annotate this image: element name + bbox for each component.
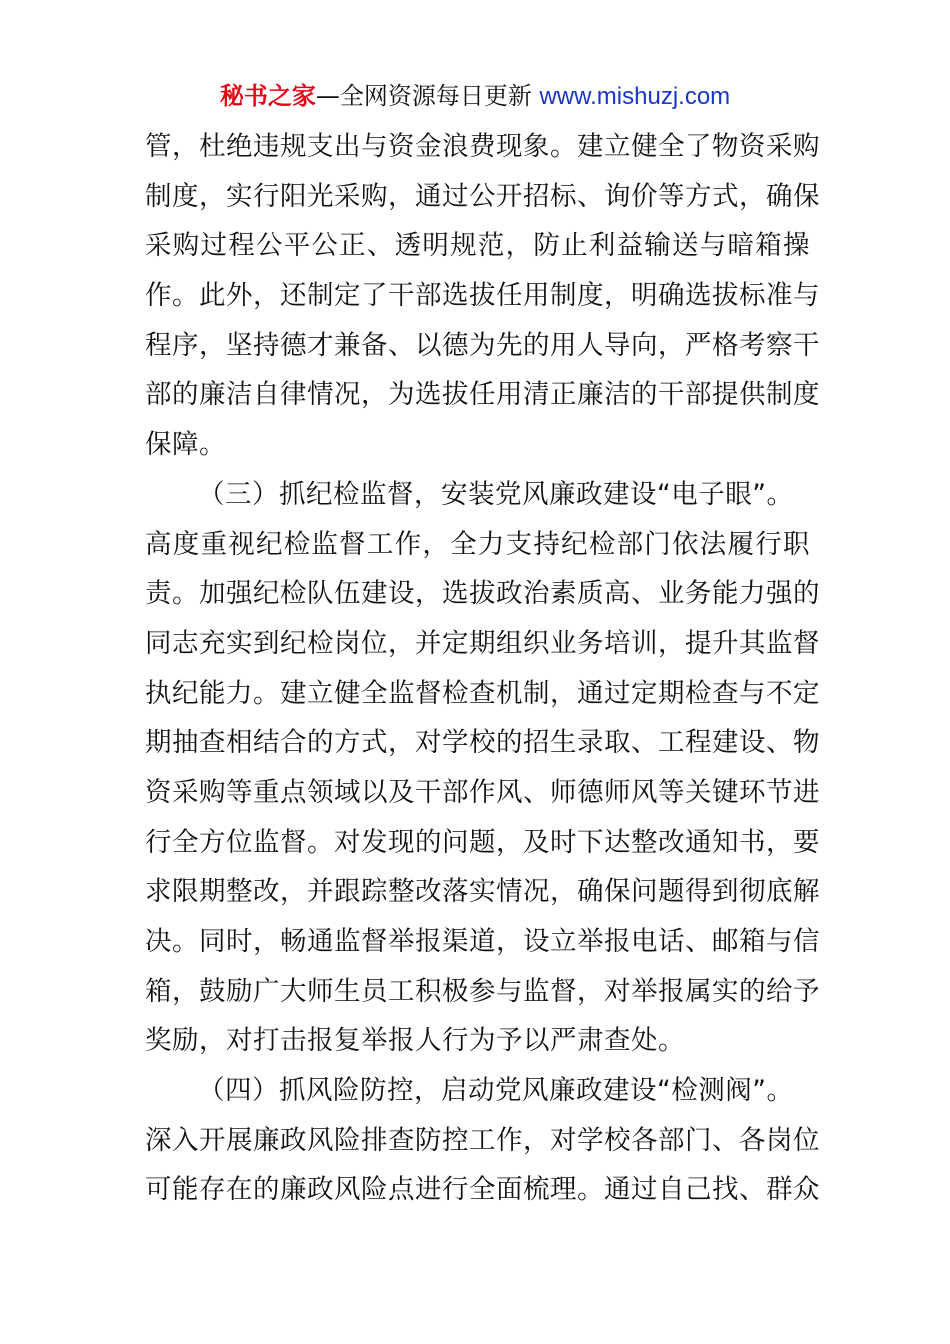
- site-url-link[interactable]: www.mishuzj.com: [539, 83, 731, 110]
- text-line: 资采购等重点领域以及干部作风、师德师风等关键环节进: [145, 776, 820, 808]
- text-line: 同志充实到纪检岗位，并定期组织业务培训，提升其监督: [145, 627, 820, 659]
- text-line: 深入开展廉政风险排查防控工作，对学校各部门、各岗位: [145, 1124, 820, 1156]
- text-line: 制度，实行阳光采购，通过公开招标、询价等方式，确保: [145, 180, 820, 212]
- text-line: 采购过程公平公正、透明规范，防止利益输送与暗箱操: [145, 230, 810, 262]
- text-line: 作。此外，还制定了干部选拔任用制度，明确选拔标准与: [145, 280, 820, 312]
- document-body: [145, 122, 820, 1215]
- text-line: 箱，鼓励广大师生员工积极参与监督，对举报属实的给予: [145, 975, 820, 1007]
- text-line: 责。加强纪检队伍建设，选拔政治素质高、业务能力强的: [145, 578, 820, 610]
- site-header: [0, 80, 950, 113]
- text-line: 可能存在的廉政风险点进行全面梳理。通过自己找、群众: [145, 1174, 820, 1206]
- text-line: 管，杜绝违规支出与资金浪费现象。建立健全了物资采购: [145, 131, 820, 162]
- text-line: 部的廉洁自律情况，为选拔任用清正廉洁的干部提供制度: [145, 379, 820, 411]
- section-heading-4: （四）抓风险防控，启动党风廉政建设“检测阀”。: [198, 1075, 794, 1107]
- site-brand: 秘书之家: [219, 82, 316, 110]
- text-line: 高度重视纪检监督工作，全力支持纪检部门依法履行职: [145, 528, 810, 560]
- site-tagline: —全网资源每日更新: [315, 82, 540, 110]
- text-line: 决。同时，畅通监督举报渠道，设立举报电话、邮箱与信: [145, 926, 820, 957]
- text-line: 程序，坚持德才兼备、以德为先的用人导向，严格考察干: [145, 329, 820, 361]
- text-line: 求限期整改，并跟踪整改落实情况，确保问题得到彻底解: [145, 876, 820, 908]
- text-line: 奖励，对打击报复举报人行为予以严肃查处。: [145, 1025, 685, 1057]
- text-line: 行全方位监督。对发现的问题，及时下达整改通知书，要: [145, 826, 820, 858]
- text-line: 期抽查相结合的方式，对学校的招生录取、工程建设、物: [145, 727, 820, 759]
- section-heading-3: （三）抓纪检监督，安装党风廉政建设“电子眼”。: [198, 478, 794, 510]
- text-line: 执纪能力。建立健全监督检查机制，通过定期检查与不定: [145, 677, 820, 709]
- text-line: 保障。: [145, 429, 226, 461]
